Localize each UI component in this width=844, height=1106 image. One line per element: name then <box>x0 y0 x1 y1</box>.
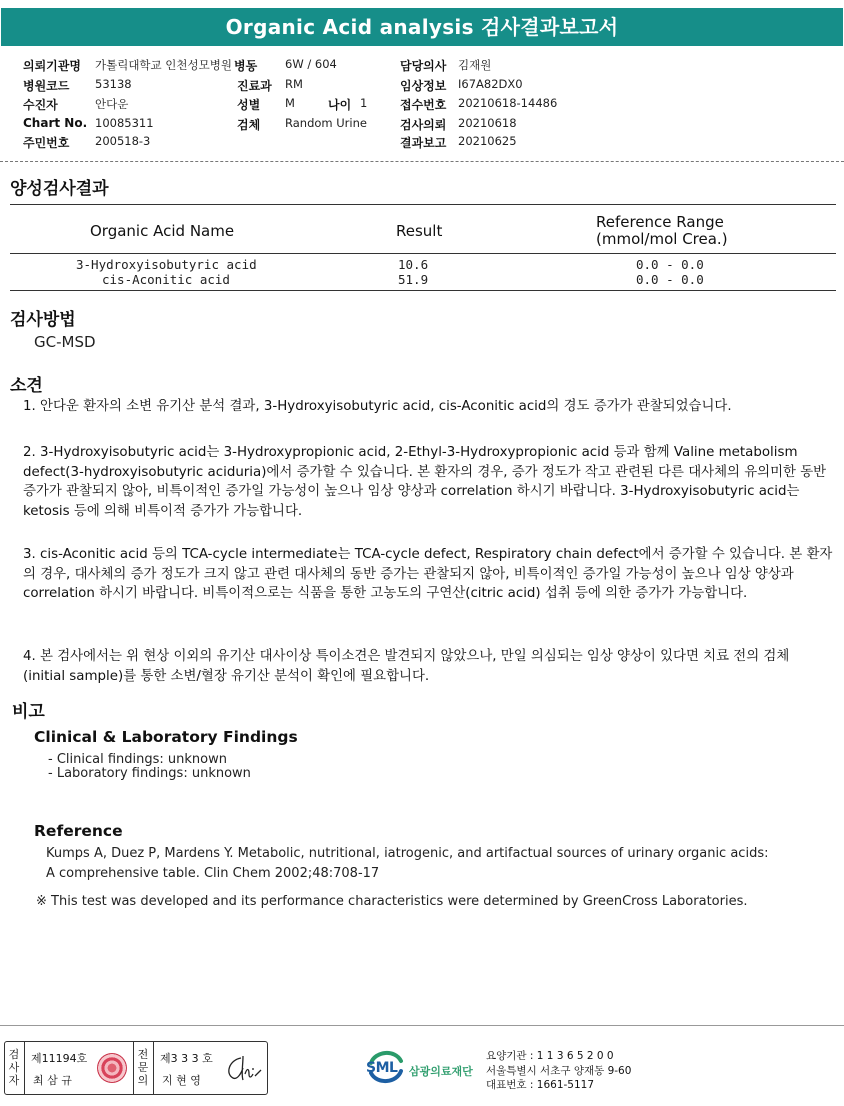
finding-1: 1. 안다운 환자의 소변 유기산 분석 결과, 3-Hydroxyisobutyric acid, cis-Aconitic acid의 경도 증가가 관찰되었습니다. <box>23 399 732 414</box>
value-specimen: Random Urine <box>285 116 367 130</box>
value-sex: M <box>285 96 295 110</box>
label-receipt-no: 접수번호 <box>400 98 447 112</box>
row2-result: 51.9 <box>398 272 429 287</box>
signature-box <box>4 1041 268 1095</box>
org-logo-text: SML <box>366 1060 398 1076</box>
findings-heading: 소견 <box>10 376 43 396</box>
table-header-rule <box>10 253 836 254</box>
method-heading: 검사방법 <box>10 310 76 330</box>
row1-reference: 0.0 - 0.0 <box>636 257 704 272</box>
label-doctor: 담당의사 <box>400 59 447 73</box>
value-institution: 가톨릭대학교 인천성모병원 <box>95 58 232 72</box>
label-institution: 의뢰기관명 <box>23 59 81 73</box>
finding-2: 2. 3-Hydroxyisobutyric acid는 3-Hydroxypropionic acid, 2-Ethyl-3-Hydroxypropionic acid 등과 함께 Valine metabolism defect(3-hydroxyisobutyric aciduria)에서 증가할 수 있습니다. 본 환자의 경우, 증가 정도가 작고 관련된 다른 대사체의 유의미한 동반 증가가 관찰되지 않아, 비특이적인 증가일 가능성이 높으나 임상 양상과 correlation 하시기 바랍니다. 3-Hydroxyisobutyric acid는 ketosis 등에 의해 비특이적 증가가 가능합니다. <box>23 445 827 519</box>
finding-3: 3. cis-Aconitic acid 등의 TCA-cycle intermediate는 TCA-cycle defect, Respiratory chain defect에서 증가할 수 있습니다. 본 환자의 경우, 대사체의 증가 정도가 크지 않고 관련 대사체의 동반 증가는 관찰되지 않아, 비특이적인 증가일 가능성이 높으나 임상 양상과 correlation 하시기 바랍니다. 비특이적으로는 식품을 통한 고농도의 구연산(citric acid) 섭취 등에 의한 증가가 가능합니다. <box>23 547 833 601</box>
reference-line-2: A comprehensive table. Clin Chem 2002;48:708-17 <box>46 866 380 881</box>
value-ward: 6W / 604 <box>285 57 337 71</box>
remarks-heading: 비고 <box>12 702 45 722</box>
value-hospital-code: 53138 <box>95 77 132 91</box>
org-address: 서울특별시 서초구 양재동 9-60 <box>486 1065 632 1077</box>
value-department: RM <box>285 77 303 91</box>
footer-divider <box>0 1025 844 1026</box>
clinical-findings-item: - Clinical findings: unknown <box>48 752 227 767</box>
value-receipt-no: 20210618-14486 <box>458 96 558 110</box>
development-note: ※ This test was developed and its performance characteristics were determined by GreenCross Laboratories. <box>36 894 748 909</box>
value-resident-no: 200518-3 <box>95 134 151 148</box>
col-header-result: Result <box>396 222 443 240</box>
row1-result: 10.6 <box>398 257 429 272</box>
value-age: 1 <box>360 96 368 110</box>
value-report-date: 20210625 <box>458 134 517 148</box>
row2-reference: 0.0 - 0.0 <box>636 272 704 287</box>
inspector-license: 제11194호 <box>31 1052 88 1065</box>
confirmer-label: 전 문 의 <box>137 1048 149 1087</box>
confirmer-name: 지 현 영 <box>162 1074 201 1087</box>
label-specimen: 검체 <box>237 118 261 132</box>
table-top-rule <box>10 204 836 205</box>
org-name: 삼광의료재단 <box>409 1065 473 1078</box>
reference-line-1: Kumps A, Duez P, Mardens Y. Metabolic, nutritional, iatrogenic, and artifactual sources of urinary organic acids: <box>46 846 769 861</box>
inspector-seal-icon <box>97 1053 127 1083</box>
value-clinical-info: I67A82DX0 <box>458 77 523 91</box>
label-chart-no: Chart No. <box>23 116 88 130</box>
value-request-date: 20210618 <box>458 116 517 130</box>
value-chart-no: 10085311 <box>95 116 154 130</box>
label-ward: 병동 <box>234 59 258 73</box>
org-phone: 대표번호 : 1661-5117 <box>486 1079 595 1091</box>
confirmer-license: 제3 3 3 호 <box>160 1052 213 1065</box>
positive-results-heading: 양성검사결과 <box>10 179 109 199</box>
finding-4: 4. 본 검사에서는 위 현상 이외의 유기산 대사이상 특이소견은 발견되지 않았으나, 만일 의심되는 임상 양상이 있다면 치료 전의 검체 (initial sample)를 통한 소변/혈장 유기산 분석이 확인에 필요합니다. <box>23 649 790 684</box>
header-divider <box>0 161 844 162</box>
label-sex: 성별 <box>237 98 261 112</box>
row2-name: cis-Aconitic acid <box>102 272 230 287</box>
label-department: 진료과 <box>237 79 272 93</box>
label-age: 나이 <box>328 98 352 112</box>
label-clinical-info: 임상정보 <box>400 79 447 93</box>
label-report-date: 결과보고 <box>400 136 447 150</box>
label-hospital-code: 병원코드 <box>23 79 70 93</box>
col-header-reference-line2: (mmol/mol Crea.) <box>596 230 728 248</box>
confirmer-signature-icon <box>223 1052 263 1086</box>
inspector-label: 검 사 자 <box>8 1048 20 1087</box>
reference-heading: Reference <box>34 822 123 840</box>
label-request-date: 검사의뢰 <box>400 118 447 132</box>
value-patient: 안다운 <box>95 97 129 111</box>
table-bottom-rule <box>10 290 836 291</box>
org-code: 요양기관 : 1 1 3 6 5 2 0 0 <box>486 1050 614 1062</box>
label-resident-no: 주민번호 <box>23 136 70 150</box>
row1-name: 3-Hydroxyisobutyric acid <box>76 257 257 272</box>
laboratory-findings-item: - Laboratory findings: unknown <box>48 766 251 781</box>
value-doctor: 김재원 <box>458 58 492 72</box>
col-header-name: Organic Acid Name <box>90 222 235 240</box>
inspector-name: 최 삼 규 <box>33 1074 72 1087</box>
method-value: GC-MSD <box>34 333 96 351</box>
col-header-reference-line1: Reference Range <box>596 213 724 231</box>
report-title: Organic Acid analysis 검사결과보고서 <box>1 8 843 46</box>
clinical-findings-heading: Clinical & Laboratory Findings <box>34 728 298 746</box>
label-patient: 수진자 <box>23 98 58 112</box>
